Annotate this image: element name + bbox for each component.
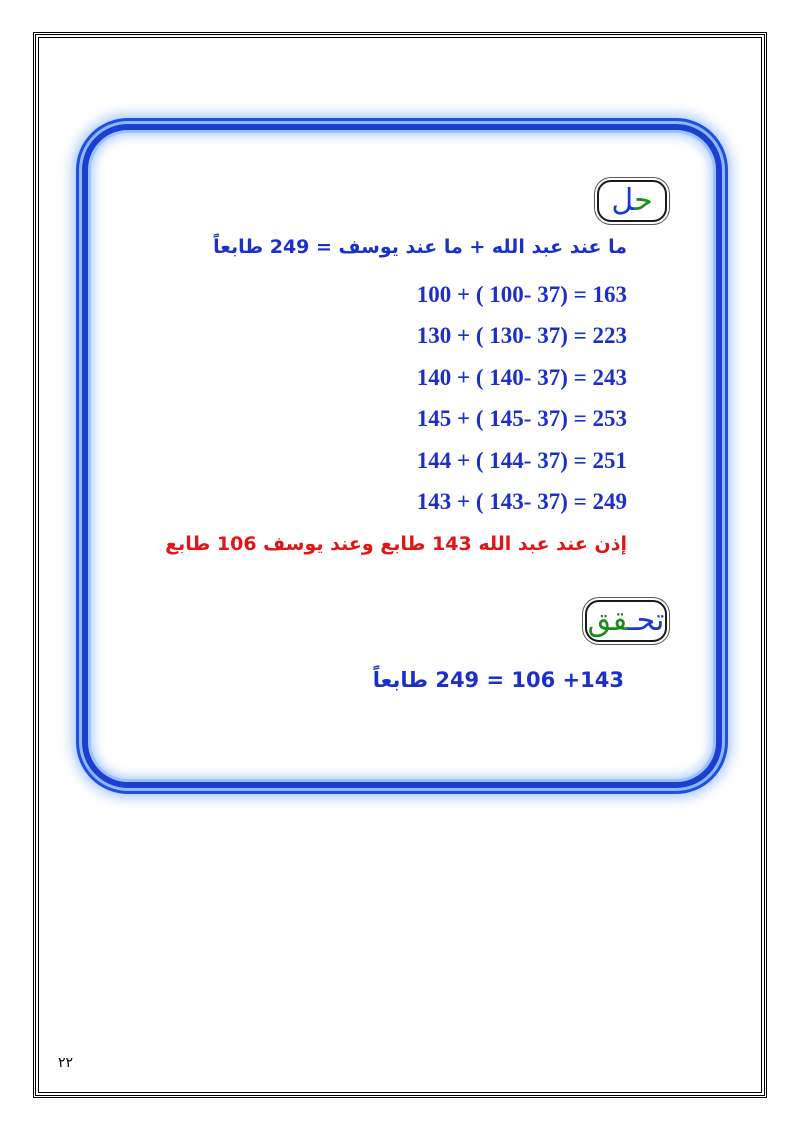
page-number: ٢٢	[58, 1055, 74, 1071]
solution-label-part2: ل	[611, 183, 635, 218]
solution-label-part1: ح	[634, 183, 653, 218]
check-label-part1: تحـ	[627, 603, 665, 638]
check-line: 143+ 106 = 249 طابعاً	[372, 668, 624, 692]
equation-line-2	[417, 323, 627, 349]
solution-label	[597, 180, 667, 222]
conclusion-line: إذن عند عبد الله 143 طابع وعند يوسف 106 طابع	[165, 533, 627, 555]
equation-text-2: 130 + ( 130- 37) = 223	[416, 323, 627, 348]
check-label	[585, 600, 667, 642]
equation-line-5	[417, 448, 627, 474]
equation-line-6	[417, 489, 627, 515]
equation-text-1: 100 + ( 100- 37) = 163	[416, 282, 627, 307]
equation-line-4	[417, 406, 627, 432]
equation-text-6: 143 + ( 143- 37) = 249	[416, 489, 627, 514]
equation-line-1	[417, 282, 627, 308]
equation-text-4: 145 + ( 145- 37) = 253	[416, 406, 627, 431]
equation-line-3	[417, 365, 627, 391]
equation-text-3: 140 + ( 140- 37) = 243	[416, 365, 627, 390]
check-label-part2: قق	[587, 603, 628, 638]
solution-intro-line: ما عند عبد الله + ما عند يوسف = 249 طابعاً	[213, 236, 627, 258]
equation-text-5: 144 + ( 144- 37) = 251	[416, 448, 627, 473]
